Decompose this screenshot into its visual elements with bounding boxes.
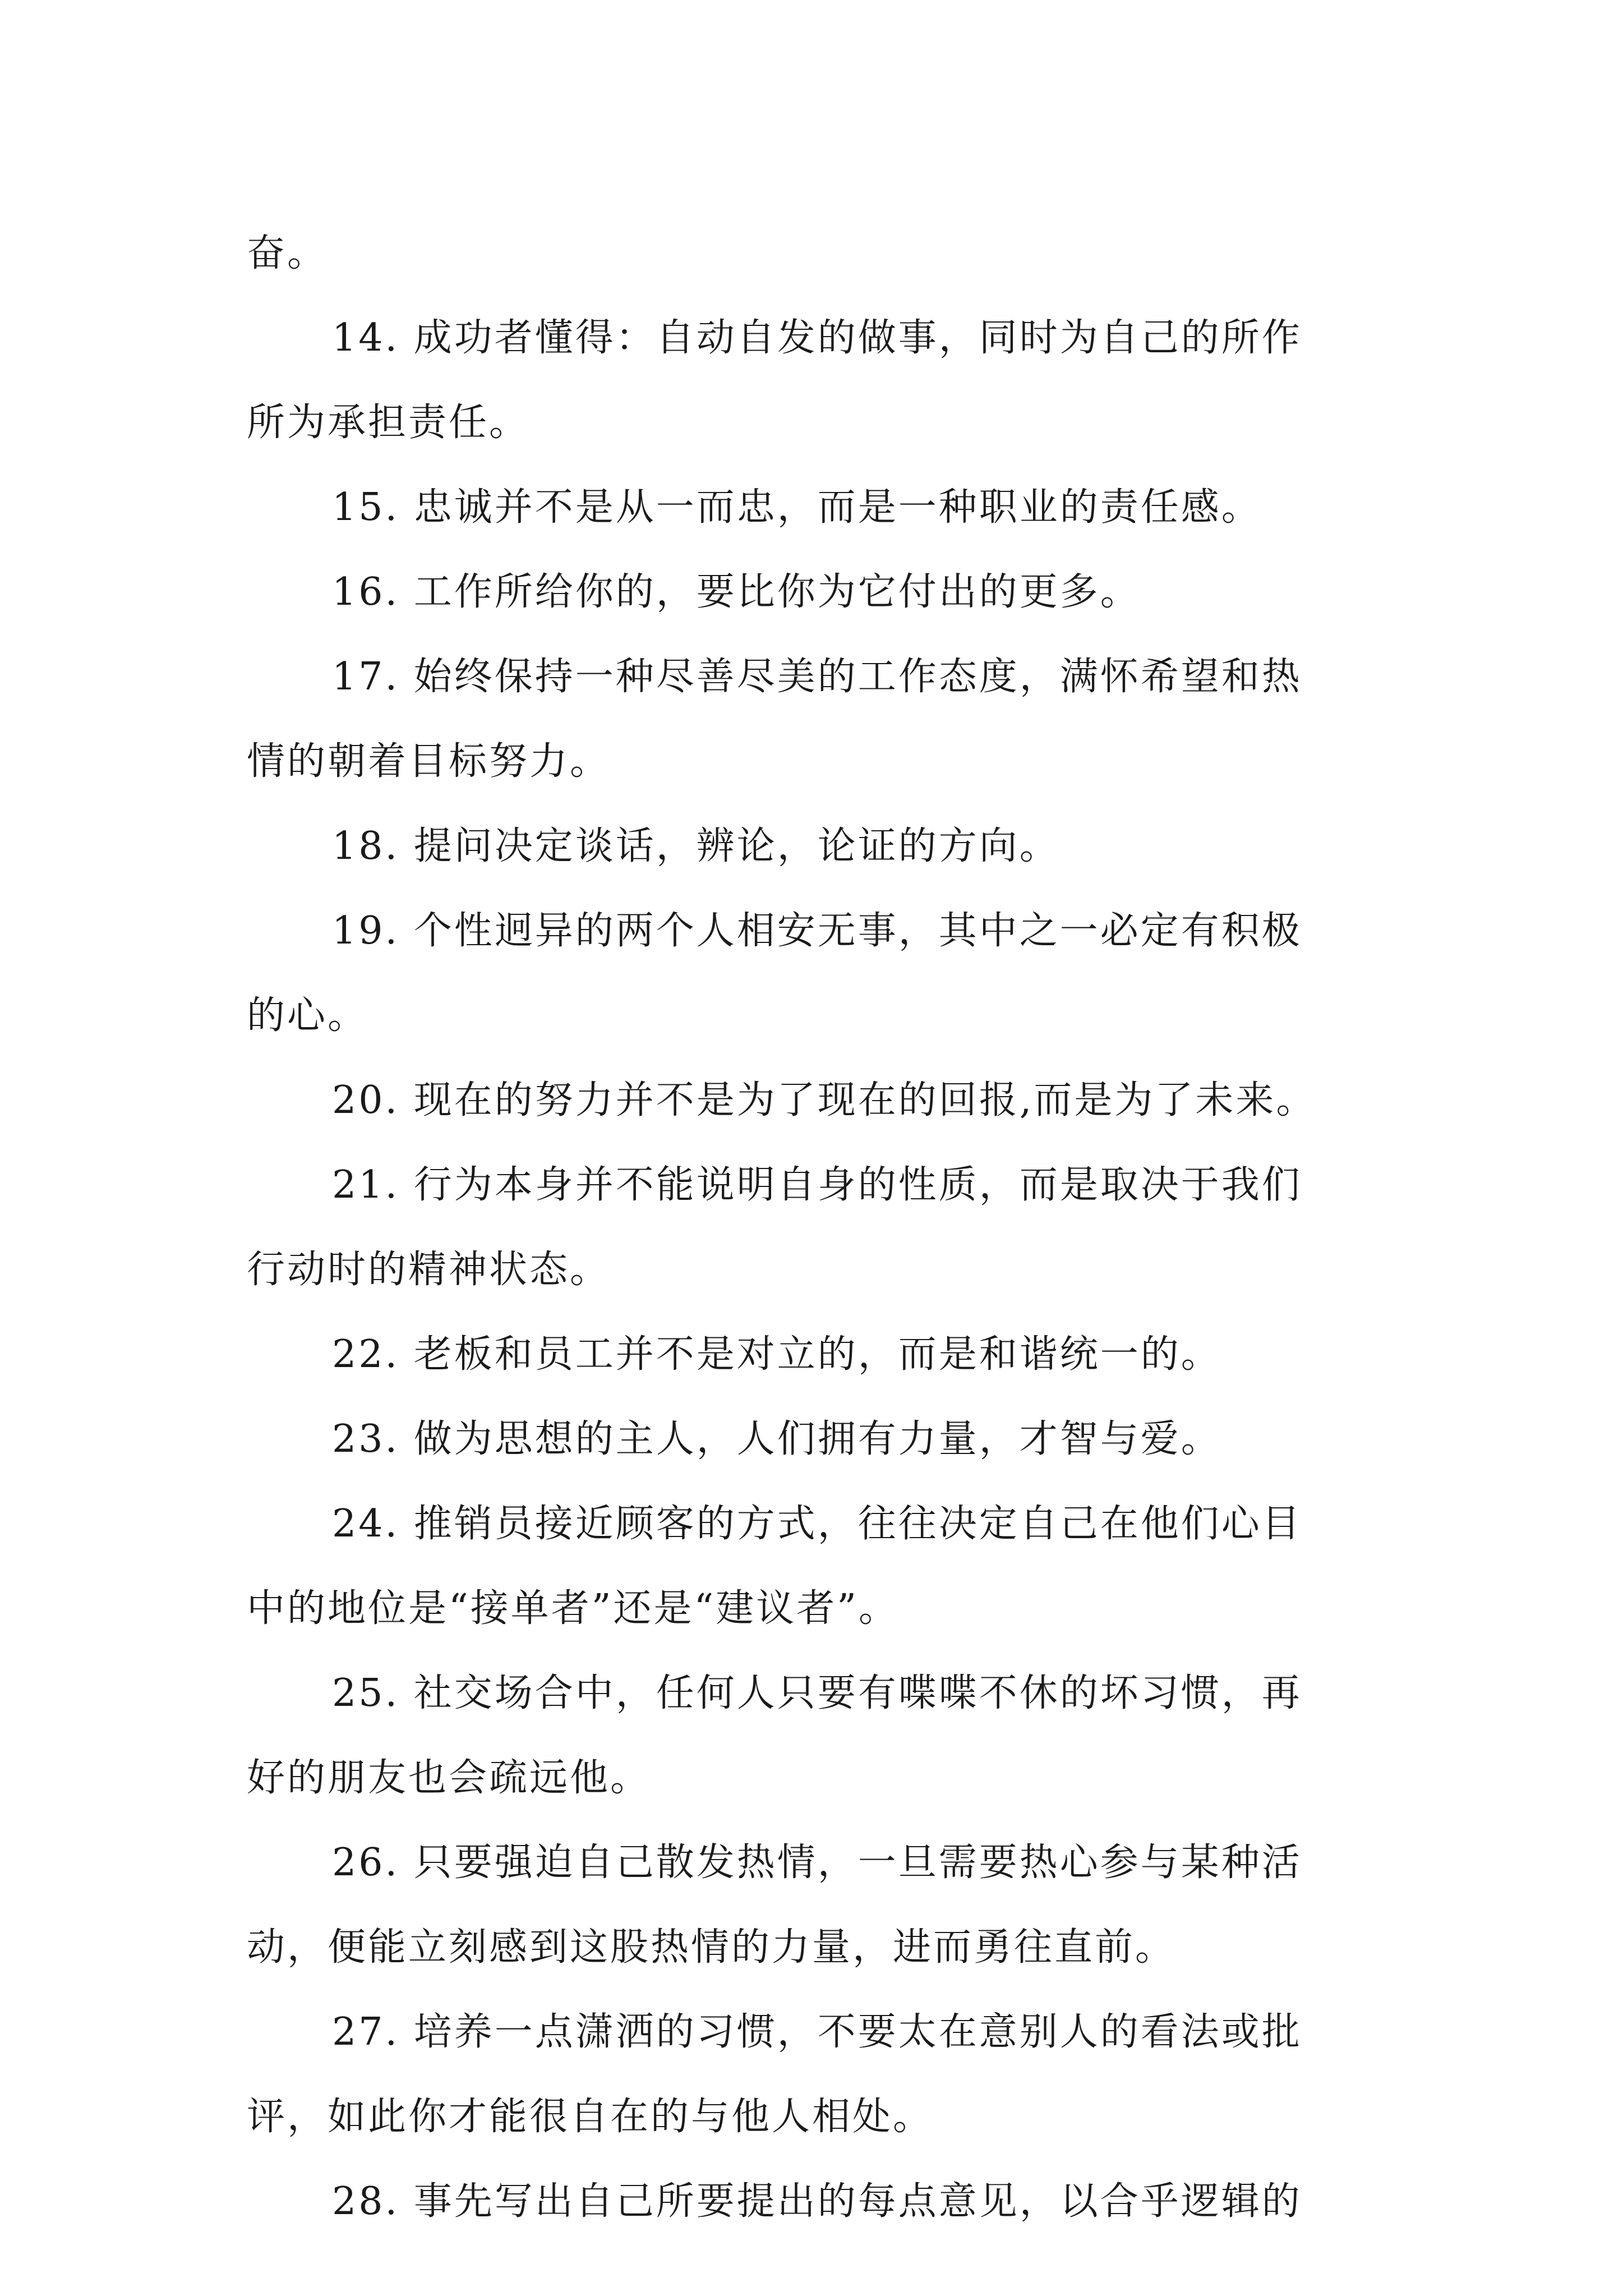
text-line: 15. 忠诚并不是从一而忠，而是一种职业的责任感。 <box>332 485 1262 530</box>
text-line: 情的朝着目标努力。 <box>247 739 611 784</box>
text-line: 好的朋友也会疏远他。 <box>247 1756 651 1800</box>
text-line: 26. 只要强迫自己散发热情，一旦需要热心参与某种活 <box>332 1841 1302 1885</box>
text-line: 28. 事先写出自己所要提出的每点意见，以合乎逻辑的 <box>332 2179 1302 2224</box>
text-line: 14. 成功者懂得：自动自发的做事，同时为自己的所作 <box>332 316 1302 360</box>
text-line: 19. 个性迥异的两个人相安无事，其中之一必定有积极 <box>332 909 1302 953</box>
text-line: 17. 始终保持一种尽善尽美的工作态度，满怀希望和热 <box>332 655 1302 699</box>
text-line: 所为承担责任。 <box>247 401 530 445</box>
text-line: 奋。 <box>247 231 328 275</box>
text-line: 25. 社交场合中，任何人只要有喋喋不休的坏习惯，再 <box>332 1671 1302 1715</box>
text-line: 行动时的精神状态。 <box>247 1248 611 1292</box>
text-line: 20. 现在的努力并不是为了现在的回报,而是为了未来。 <box>332 1078 1317 1122</box>
text-line: 27. 培养一点潇洒的习惯，不要太在意别人的看法或批 <box>332 2010 1302 2054</box>
text-line: 评，如此你才能很自在的与他人相处。 <box>247 2095 934 2139</box>
body-text <box>247 211 1391 2244</box>
text-line: 24. 推销员接近顾客的方式，往往决定自己在他们心目 <box>332 1502 1302 1546</box>
text-line: 中的地位是“接单者”还是“建议者”。 <box>247 1586 900 1631</box>
text-line: 的心。 <box>247 993 368 1038</box>
text-line: 23. 做为思想的主人，人们拥有力量，才智与爱。 <box>332 1417 1221 1461</box>
text-line: 21. 行为本身并不能说明自身的性质，而是取决于我们 <box>332 1163 1302 1207</box>
text-line: 16. 工作所给你的，要比你为它付出的更多。 <box>332 570 1141 614</box>
text-line: 动，便能立刻感到这股热情的力量，进而勇往直前。 <box>247 1925 1176 1970</box>
text-line: 22. 老板和员工并不是对立的，而是和谐统一的。 <box>332 1332 1221 1377</box>
text-line: 18. 提问决定谈话，辨论，论证的方向。 <box>332 824 1060 868</box>
